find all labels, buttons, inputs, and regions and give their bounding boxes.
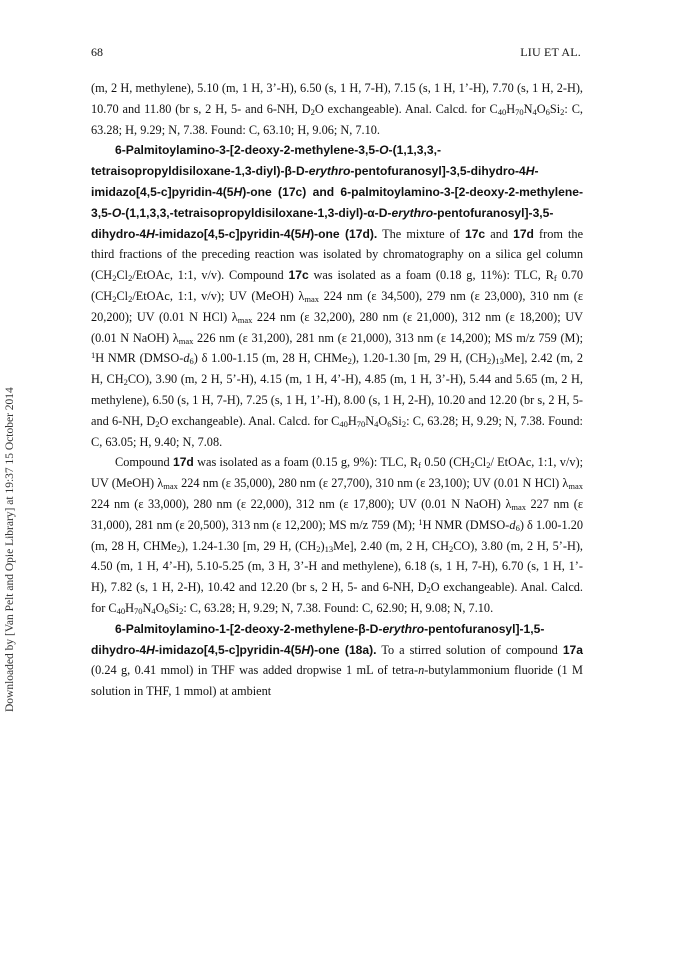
paragraph-compound-17d: Compound 17d was isolated as a foam (0.15 g, 9%): TLC, $R_f$ 0.50 ($CH_2Cl_2/$ EtOAc, 1:1, v/v); UV (MeOH) $\lambda_{max}$ 224 nm (ε 35,000), 280 nm (ε 27,700), 310 nm (ε 23,100); UV (0.01 N HCl) $\lambda_{max}$ 224 nm (ε 33,000), 280 nm (ε 22,000), 312 nm (ε 17,800); UV (0.01 N NaOH) $\lambda_{max}$ 227 nm (ε 31,000), 281 nm (ε 20,500), 313 nm (ε 12,200); MS m/z 759 (M); $^1$H NMR $(DMSO-d_6)$ δ 1.00-1.20 (m, 28 H, CHMe$_2$), 1.24-1.30 [m, 29 H, $(CH_2)_{13}Me$], 2.40 (m, 2 H, $CH_2CO$), 3.80 (m, 2 H, 5’-H), 4.50 (m, 1 H, 4’-H), 5.10-5.25 (m, 3 H, 3’-H and methylene), 6.18 (s, 1 H, 7-H), 6.70 (s, 1 H, 1’-H), 7.82 (s, 1 H, 2-H), 10.42 and 12.20 (br s, 2 H, 5- and 6-NH, $D_2O$ exchangeable). Anal. Calcd. for $C_{40}H_{70}N_4O_6Si_2$: C, 63.28; H, 9.29; N, 7.38. Found: C, 62.90; H, 9.08; N, 7.10. [91, 455, 584, 616]
download-watermark: Downloaded by [Van Pelt and Opie Library] at 19:37 15 October 2014 [4, 387, 16, 712]
page-number: 68 [91, 45, 103, 59]
article-body [91, 78, 583, 702]
running-head: LIU ET AL. [520, 45, 581, 59]
paragraph-compound-18a: 6-Palmitoylamino-1-[2-deoxy-2-methylene-β-D-erythro-pentofuranosyl]-1,5-dihydro-4H-imidazo[4,5-c]pyridin-4(5H)-one (18a). To a stirred solution of compound 17a (0.24 g, 0.41 mmol) in THF was added dropwise 1 mL of tetra-n-butylammonium fluoride (1 M solution in THF, 1 mmol) at ambient [91, 621, 583, 699]
paragraph-continued-17b: (m, 2 H, methylene), 5.10 (m, 1 H, 3’-H), 6.50 (s, 1 H, 7-H), 7.15 (s, 1 H, 1’-H), 7.70 (s, 1 H, 2-H), 10.70 and 11.80 (br s, 2 H, 5- and 6-NH, $D_2O$ exchangeable). Anal. Calcd. for $C_{40}H_{70}N_4O_6Si_2$: C, 63.28; H, 9.29; N, 7.38. Found: C, 63.10; H, 9.06; N, 7.10. [91, 81, 583, 137]
paragraph-compound-17c-17d: 6-Palmitoylamino-3-[2-deoxy-2-methylene-3,5-O-(1,1,3,3,-tetraisopropyldisiloxane-1,3-diyl)-β-D-erythro-pentofuranosyl]-3,5-dihydro-4H-imidazo[4,5-c]pyridin-4(5H)-one (17c) and 6-palmitoylamino-3-[2-deoxy-2-methylene-3,5-O-(1,1,3,3,-tetraisopropyldisiloxane-1,3-diyl)-α-D-erythro-pentofuranosyl]-3,5-dihydro-4H-imidazo[4,5-c]pyridin-4(5H)-one (17d). The mixture of 17c and 17d from the third fractions of the preceding reaction was isolated by chromatography on a silica gel column ($CH_2Cl_2$/EtOAc, 1:1, v/v). Compound 17c was isolated as a foam (0.18 g, 11%): TLC, $R_f$ 0.70 ($CH_2Cl_2$/EtOAc, 1:1, v/v); UV (MeOH) $\lambda_{max}$ 224 nm (ε 34,500), 279 nm (ε 23,000), 310 nm (ε 20,200); UV (0.01 N HCl) $\lambda_{max}$ 224 nm (ε 32,200), 280 nm (ε 21,000), 312 nm (ε 18,200); UV (0.01 N NaOH) $\lambda_{max}$ 226 nm (ε 31,200), 281 nm (ε 21,000), 313 nm (ε 14,200); MS m/z 759 (M); $^1$H NMR $(DMSO-d_6)$ δ 1.00-1.15 (m, 28 H, CHMe$_2$), 1.20-1.30 [m, 29 H, $(CH_2)_{13}Me$], 2.42 (m, 2 H, $CH_2CO$), 3.90 (m, 2 H, 5’-H), 4.15 (m, 1 H, 4’-H), 4.85 (m, 1 H, 3’-H), 5.44 and 5.65 (m, 2 H, methylene), 6.50 (s, 1 H, 7-H), 7.25 (s, 1 H, 1’-H), 8.00 (s, 1 H, 2-H), 10.20 and 12.20 (br s, 2 H, 5- and 6-NH, $D_2O$ exchangeable). Anal. Calcd. for $C_{40}H_{70}N_4O_6Si_2$: C, 63.28; H, 9.29; N, 7.38. Found: C, 63.05; H, 9.40; N, 7.08. [91, 143, 584, 449]
